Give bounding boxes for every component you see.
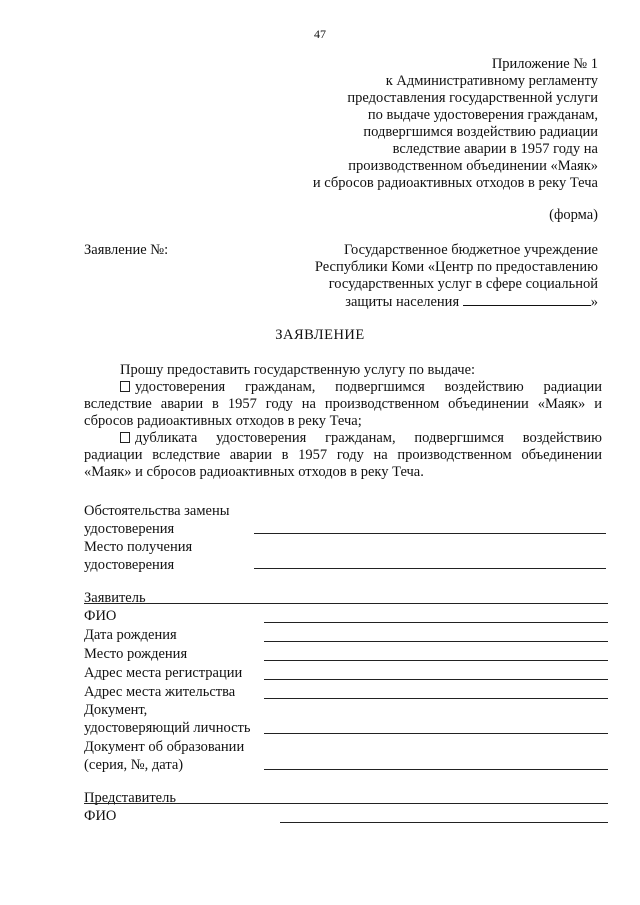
birth-date-field[interactable] [264,641,608,642]
live-address-field[interactable] [264,698,608,699]
document-title: ЗАЯВЛЕНИЕ [275,327,365,343]
appendix-line: к Административному регламенту [385,73,598,89]
appendix-line: подвергшимся воздействию радиации [363,124,598,140]
circumstances-label-1: Обстоятельства замены [84,503,230,519]
appendix-line: предоставления государственной услуги [347,90,598,106]
addressee-line: государственных услуг в сфере социальной [328,276,598,292]
checkbox-certificate[interactable] [120,381,130,392]
department-field[interactable] [463,293,591,306]
id-doc-label-2: удостоверяющий личность [84,720,251,736]
applicant-fio-label: ФИО [84,608,117,624]
option-duplicate [84,430,602,481]
appendix-line: производственном объединении «Маяк» [348,158,598,174]
place-label-1: Место получения [84,539,193,555]
addressee-block [315,242,598,311]
reg-address-label: Адрес места регистрации [84,665,243,681]
id-doc-label-1: Документ, [84,702,148,718]
reg-address-field[interactable] [264,679,608,680]
representative-section-label: Представитель [84,790,176,806]
place-label-2: удостоверения [84,557,175,573]
place-field[interactable] [254,568,606,569]
circumstances-label-2: удостоверения [84,521,175,537]
appendix-line: вследствие аварии в 1957 году на [392,141,598,157]
applicant-divider [84,603,608,604]
edu-doc-label-1: Документ об образовании [84,739,245,755]
addressee-last-line [315,293,598,311]
birth-place-field[interactable] [264,660,608,661]
applicant-fio-field[interactable] [264,622,608,623]
request-body [84,362,602,481]
addressee-line: Государственное бюджетное учреждение [343,242,598,258]
page-number: 47 [314,27,326,41]
addressee-last-prefix: защиты населения [345,294,460,310]
addressee-line: Республики Коми «Центр по предоставлению [314,259,598,275]
edu-doc-label-2: (серия, №, дата) [84,757,184,773]
edu-doc-field[interactable] [264,769,608,770]
applicant-section-label: Заявитель [84,590,146,606]
addressee-last-suffix: » [590,294,598,310]
appendix-line: Приложение № 1 [491,56,598,72]
option-certificate-text: удостоверения гражданам, подвергшимся воздействию радиации вследствие аварии в 1957 году на производственном объединении «Маяк» и сбросов радиоактивных отходов в реку Теча; [84,379,602,429]
request-intro: Прошу предоставить государственную услугу по выдаче: [120,362,476,378]
application-number-label: Заявление №: [84,242,169,258]
representative-divider [84,803,608,804]
appendix-header [313,56,598,192]
checkbox-duplicate[interactable] [120,432,130,443]
option-duplicate-text: дубликата удостоверения гражданам, подвергшимся воздействию радиации вследствие аварии в 1957 году на производственном объединении «Маяк» и сбросов радиоактивных отходов в реку Теча. [84,430,602,480]
representative-fio-field[interactable] [280,822,608,823]
live-address-label: Адрес места жительства [84,684,236,700]
circumstances-field[interactable] [254,533,606,534]
option-certificate [84,379,602,430]
form-label: (форма) [549,207,598,223]
id-doc-field[interactable] [264,733,608,734]
birth-place-label: Место рождения [84,646,188,662]
appendix-line: и сбросов радиоактивных отходов в реку Теча [312,175,598,191]
representative-fio-label: ФИО [84,808,117,824]
appendix-line: по выдаче удостоверения гражданам, [367,107,598,123]
birth-date-label: Дата рождения [84,627,177,643]
